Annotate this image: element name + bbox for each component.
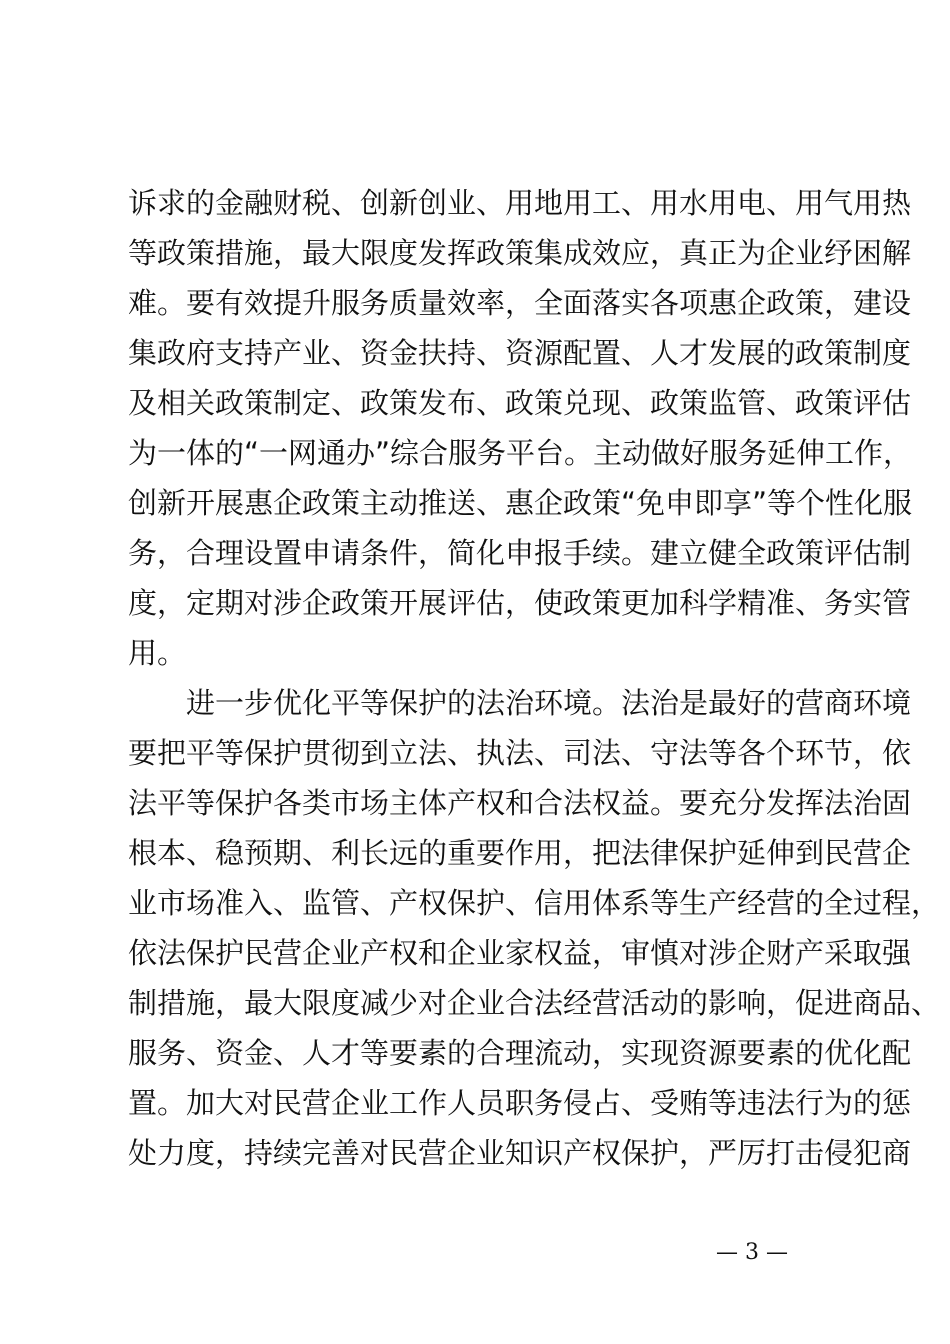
text-line: 难。要有效提升服务质量效率，全面落实各项惠企政策，建设 <box>128 286 912 320</box>
text-line: 创新开展惠企政策主动推送、惠企政策“免申即享”等个性化服 <box>128 486 913 520</box>
text-line: 法平等保护各类市场主体产权和合法权益。要充分发挥法治固 <box>128 786 912 820</box>
text-line: 依法保护民营企业产权和企业家权益，审慎对涉企财产采取强 <box>128 936 912 970</box>
text-line: 务，合理设置申请条件，简化申报手续。建立健全政策评估制 <box>128 536 912 570</box>
text-line: 等政策措施，最大限度发挥政策集成效应，真正为企业纾困解 <box>128 236 912 270</box>
text-line: 度，定期对涉企政策开展评估，使政策更加科学精准、务实管 <box>128 586 912 620</box>
page-number: — 3 — <box>716 1240 788 1265</box>
text-line: 处力度，持续完善对民营企业知识产权保护，严厉打击侵犯商 <box>128 1136 912 1170</box>
text-line: 要把平等保护贯彻到立法、执法、司法、守法等各个环节，依 <box>128 736 912 770</box>
text-line: 为一体的“一网通办”综合服务平台。主动做好服务延伸工作， <box>128 436 913 470</box>
text-line: 诉求的金融财税、创新创业、用地用工、用水用电、用气用热 <box>128 186 912 220</box>
text-line: 及相关政策制定、政策发布、政策兑现、政策监管、政策评估 <box>128 386 912 420</box>
text-line: 用。 <box>128 636 187 670</box>
text-line: 置。加大对民营企业工作人员职务侵占、受贿等违法行为的惩 <box>128 1086 912 1120</box>
text-line: 集政府支持产业、资金扶持、资源配置、人才发展的政策制度 <box>128 336 912 370</box>
paragraph-first-line: 进一步优化平等保护的法治环境。法治是最好的营商环境 <box>186 686 912 720</box>
text-line: 制措施，最大限度减少对企业合法经营活动的影响，促进商品、 <box>128 986 941 1020</box>
text-line: 根本、稳预期、利长远的重要作用，把法律保护延伸到民营企 <box>128 836 912 870</box>
text-line: 业市场准入、监管、产权保护、信用体系等生产经营的全过程， <box>128 886 941 920</box>
text-line: 服务、资金、人才等要素的合理流动，实现资源要素的优化配 <box>128 1036 912 1070</box>
